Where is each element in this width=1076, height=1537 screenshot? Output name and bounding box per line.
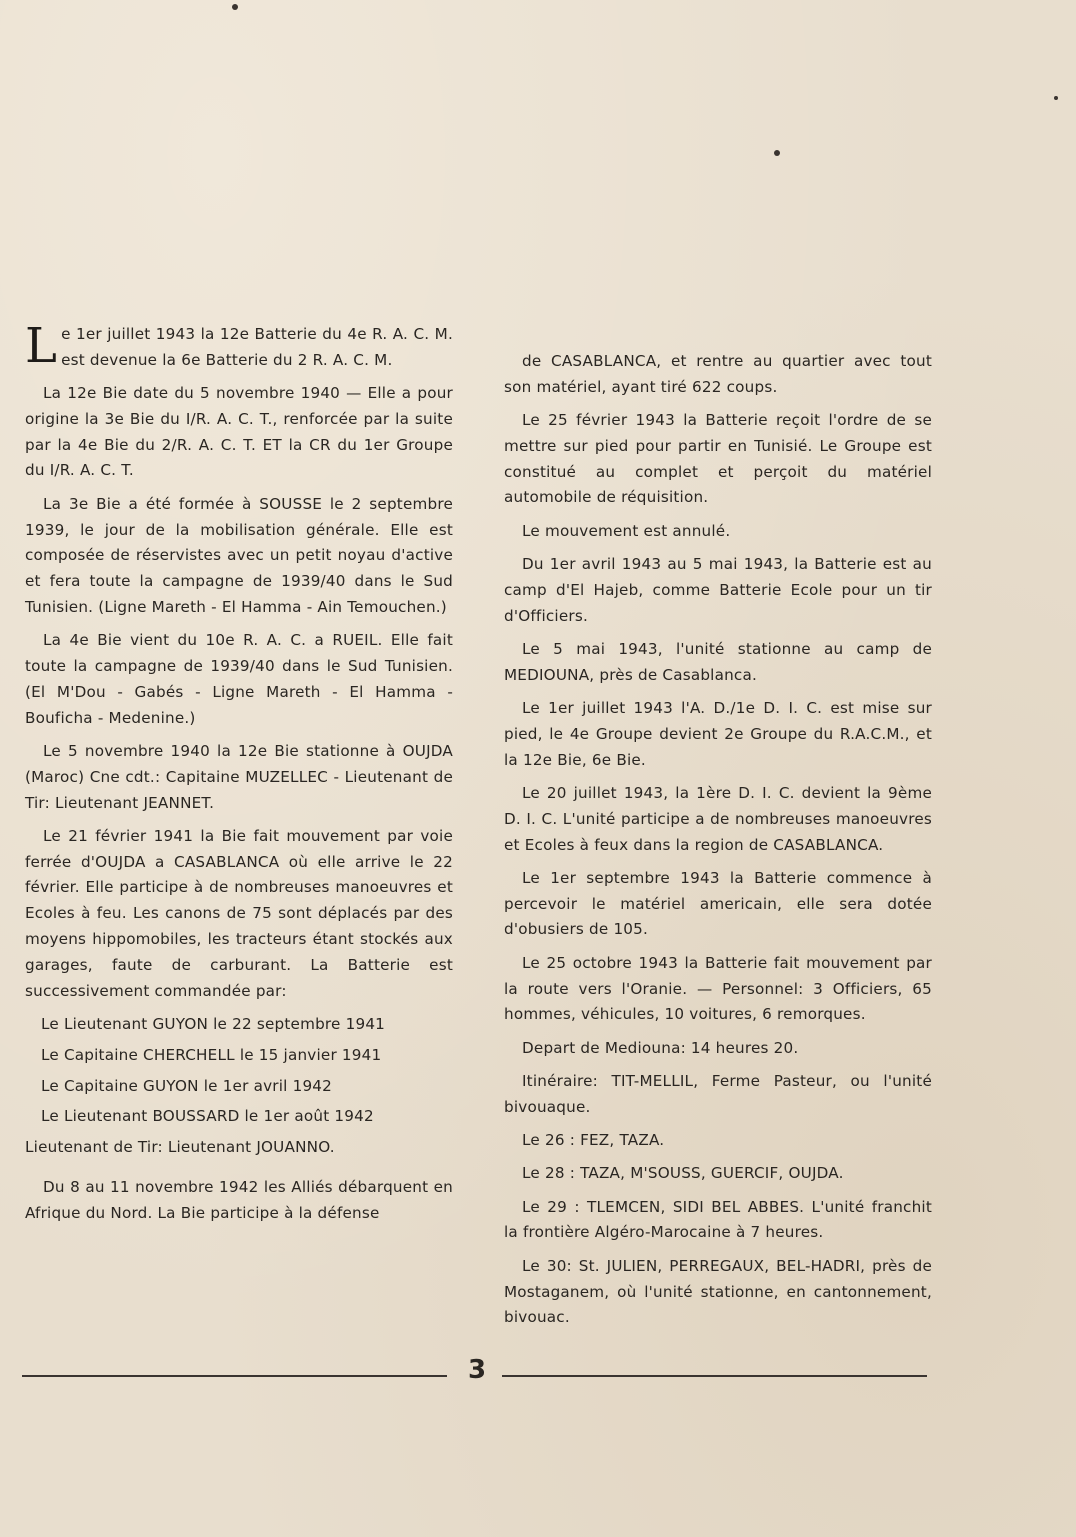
paragraph: Du 8 au 11 novembre 1942 les Alliés débarquent en Afrique du Nord. La Bie participe à la défense bbox=[25, 1177, 453, 1222]
paragraph: Le 1er juillet 1943 la 12e Batterie du 4e R. A. C. M. est devenue la 6e Batterie du 2 R. A. C. M. bbox=[25, 318, 453, 374]
paragraph: Le 21 février 1941 la Bie fait mouvement par voie ferrée d'OUJDA a CASABLANCA où elle arrive le 22 février. Elle participe à de nombreuses manoeuvres et Ecoles à feu. Les canons de 75 sont déplacés par des moyens hippomobiles, les tracteurs étant stockés aux garages, faute de carburant. La Batterie est successivement commandée par: bbox=[25, 826, 453, 1000]
paragraph: La 4e Bie vient du 10e R. A. C. a RUEIL. Elle fait toute la campagne de 1939/40 dans le Sud Tunisien. (El M'Dou - Gabés - Ligne Mareth - El Hamma - Bouficha - Medenine.) bbox=[25, 631, 453, 727]
commander-entry: Le Lieutenant BOUSSARD le 1er août 1942 bbox=[41, 1107, 374, 1126]
paragraph: Le mouvement est annulé. bbox=[522, 521, 731, 540]
footer-rule-left bbox=[22, 1375, 447, 1377]
page-number: 3 bbox=[467, 1355, 487, 1385]
paragraph: Itinéraire: TIT-MELLIL, Ferme Pasteur, ou l'unité bivouaque. bbox=[504, 1071, 932, 1116]
paragraph: Le 1er juillet 1943 l'A. D./1e D. I. C. est mise sur pied, le 4e Groupe devient 2e Groupe du R.A.C.M., et la 12e Bie, 6e Bie. bbox=[504, 699, 932, 769]
paragraph: Le 20 juillet 1943, la 1ère D. I. C. devient la 9ème D. I. C. L'unité participe a de nombreuses manoeuvres et Ecoles à feux dans la region de CASABLANCA. bbox=[504, 783, 932, 854]
paragraph: Le 25 octobre 1943 la Batterie fait mouvement par la route vers l'Oranie. — Personnel: 3 Officiers, 65 hommes, véhicules, 10 voitures, 6 remorques. bbox=[504, 953, 932, 1024]
paragraph: de CASABLANCA, et rentre au quartier avec tout son matériel, ayant tiré 622 coups. bbox=[504, 352, 932, 396]
paragraph: Le 5 novembre 1940 la 12e Bie stationne à OUJDA (Maroc) Cne cdt.: Capitaine MUZELLEC - Lieutenant de Tir: Lieutenant JEANNET. bbox=[25, 741, 453, 812]
paragraph: Du 1er avril 1943 au 5 mai 1943, la Batterie est au camp d'El Hajeb, comme Batterie Ecole pour un tir d'Officiers. bbox=[504, 555, 932, 625]
commander-entry: Le Lieutenant GUYON le 22 septembre 1941 bbox=[41, 1014, 386, 1033]
paragraph: Le 29 : TLEMCEN, SIDI BEL ABBES. L'unité franchit la frontière Algéro-Marocaine à 7 heures. bbox=[504, 1197, 932, 1242]
paragraph: La 12e Bie date du 5 novembre 1940 — Elle a pour origine la 3e Bie du I/R. A. C. T., renforcée par la suite par la 4e Bie du 2/R. A. C. T. ET la CR du 1er Groupe du I/R. A. C. T. bbox=[25, 384, 453, 480]
paragraph: Lieutenant de Tir: Lieutenant JOUANNO. bbox=[25, 1138, 335, 1157]
ink-speck bbox=[774, 150, 780, 156]
paragraph: Depart de Mediouna: 14 heures 20. bbox=[522, 1038, 799, 1057]
ink-speck bbox=[1054, 96, 1058, 100]
left-column bbox=[25, 318, 453, 1234]
paragraph: Le 25 février 1943 la Batterie reçoit l'ordre de se mettre sur pied pour partir en Tunisié. Le Groupe est constitué au complet et perçoit du matériel automobile de réquisition. bbox=[504, 411, 932, 507]
paragraph: Le 5 mai 1943, l'unité stationne au camp de MEDIOUNA, près de Casablanca. bbox=[504, 639, 932, 684]
paragraph: Le 30: St. JULIEN, PERREGAUX, BEL-HADRI, près de Mostaganem, où l'unité stationne, en cantonnement, bivouac. bbox=[504, 1256, 932, 1327]
commander-entry: Le Capitaine CHERCHELL le 15 janvier 1941 bbox=[41, 1045, 382, 1064]
right-column bbox=[504, 349, 932, 1339]
ink-speck bbox=[232, 4, 238, 10]
footer-rule-right bbox=[502, 1375, 927, 1377]
paragraph: La 3e Bie a été formée à SOUSSE le 2 septembre 1939, le jour de la mobilisation générale. Elle est composée de réservistes avec un petit noyau d'active et fera toute la campagne de 1939/40 dans le Sud Tunisien. (Ligne Mareth - El Hamma - Ain Temouchen.) bbox=[25, 494, 453, 616]
paragraph: Le 26 : FEZ, TAZA. bbox=[522, 1131, 665, 1150]
paragraph: Le 1er septembre 1943 la Batterie commence à percevoir le matériel americain, elle sera dotée d'obusiers de 105. bbox=[504, 868, 932, 939]
commander-entry: Le Capitaine GUYON le 1er avril 1942 bbox=[41, 1076, 333, 1095]
drop-cap: L bbox=[25, 318, 58, 374]
paragraph: Le 28 : TAZA, M'SOUSS, GUERCIF, OUJDA. bbox=[522, 1164, 844, 1183]
